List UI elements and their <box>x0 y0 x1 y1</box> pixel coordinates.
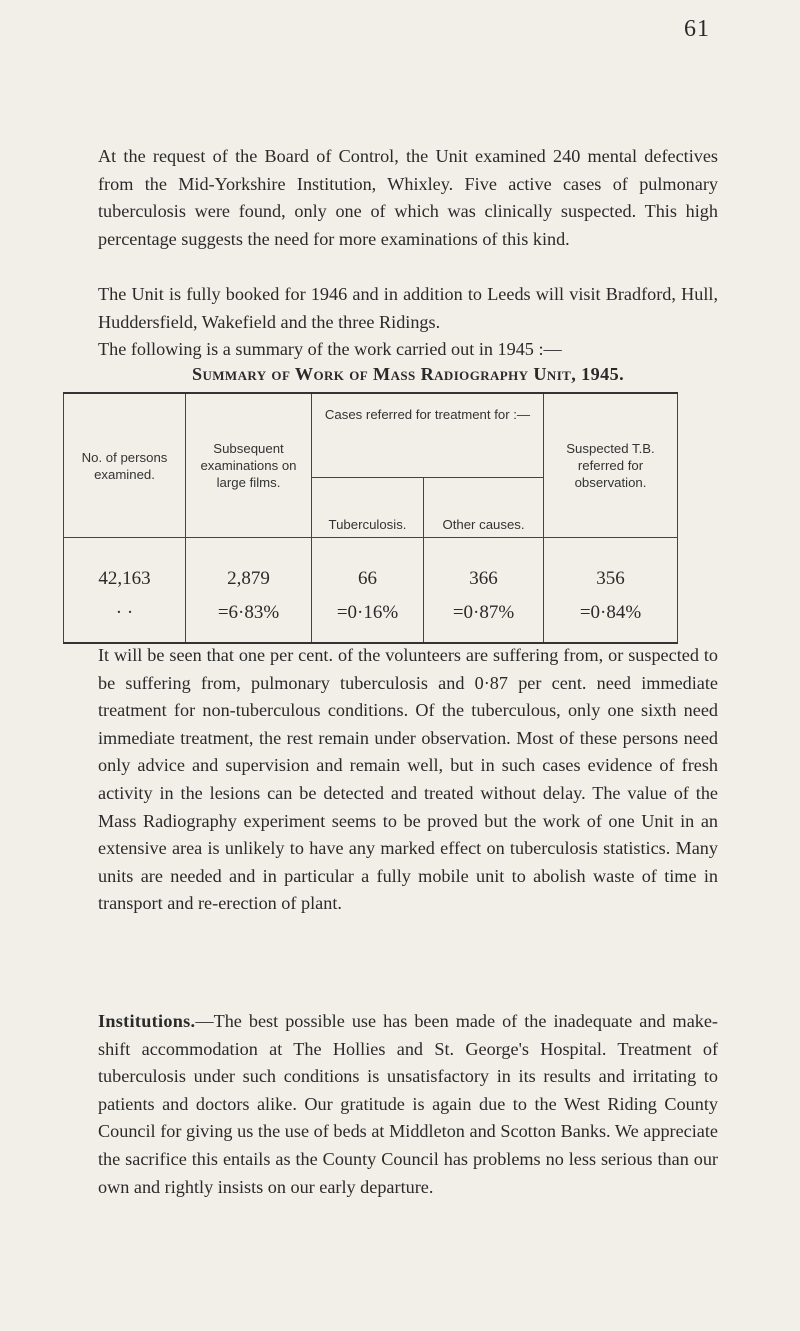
cell-tuberculosis-pct: =0·16% <box>312 591 424 643</box>
institutions-lead: Institutions. <box>98 1011 196 1031</box>
paragraph-board-of-control: At the request of the Board of Control, the Unit examined 240 mental defectives from the Mid-Yorkshire Institution, Whixley. Five active cases of pulmonary tuberculosis were found, only one of which was clinically suspected. This high percentage suggests the need for more examinations of this kind. <box>98 146 718 249</box>
cell-persons-count: 42,163 <box>64 538 186 592</box>
paragraph-summary-intro: The following is a summary of the work carried out in 1945 :— <box>98 339 562 359</box>
cell-suspected-pct: =0·84% <box>579 602 642 623</box>
cell-tuberculosis-count: 66 <box>312 538 424 592</box>
table-heading: Summary of Work of Mass Radiography Unit, 1945. <box>191 364 625 384</box>
paragraph-unit-booking: The Unit is fully booked for 1946 and in addition to Leeds will visit Bradford, Hull, Huddersfield, Wakefield and the three Ridings. <box>98 284 718 332</box>
page-number: 61 <box>684 16 710 42</box>
summary-table <box>63 392 678 644</box>
cell-subsequent-pct: =6·83% <box>186 591 312 643</box>
institutions-body: —The best possible use has been made of the inadequate and make-shift accommodation at The Hollies and St. George's Hospital. Treatment of tuberculosis under such conditions is unsatisfactory in its results and irritating to patients and doctors alike. Our gratitude is again due to the West Riding County Council for giving us the use of beds at Middleton and Scotton Banks. We appreciate the sacrifice this entails as the County Council has problems no less serious than our own and rightly insists on our early departure. <box>98 1011 718 1197</box>
cell-other-count: 366 <box>424 538 544 592</box>
header-cases-referred: Cases referred for treatment for :— <box>312 393 544 478</box>
cell-suspected-count: 356 <box>544 538 678 592</box>
header-subsequent-examinations: Subsequent examinations on large films. <box>186 393 312 538</box>
paragraph-results-discussion: It will be seen that one per cent. of the volunteers are suffering from, or suspected to be suffering from, pulmonary tuberculosis and 0·87 per cent. need immediate treatment for non-tuberculous conditions. Of the tuberculous, only one sixth need immediate treatment, the rest remain under observation. Most of these persons need only advice and supervision and remain well, but in such cases evidence of fresh activity in the lesions can be detected and treated without delay. The value of the Mass Radiography experiment seems to be proved but the work of one Unit in an extensive area is unlikely to have any marked effect on tuberculosis statistics. Many units are needed and in particular a fully mobile unit to abolish waste of time in transport and re-erection of plant. <box>98 645 718 914</box>
paragraph-institutions <box>98 1008 718 1201</box>
header-tuberculosis: Tuberculosis. <box>312 478 424 538</box>
cell-other-pct: =0·87% <box>424 591 544 643</box>
table-row-percentages <box>64 591 678 643</box>
table-row-counts <box>64 538 678 592</box>
cell-subsequent-count: 2,879 <box>186 538 312 592</box>
header-suspected-tb: Suspected T.B. referred for observation. <box>566 441 655 490</box>
header-persons-examined: No. of persons examined. <box>64 393 186 538</box>
header-other-causes: Other causes. <box>424 478 544 538</box>
cell-persons-pct: · · <box>64 591 186 643</box>
